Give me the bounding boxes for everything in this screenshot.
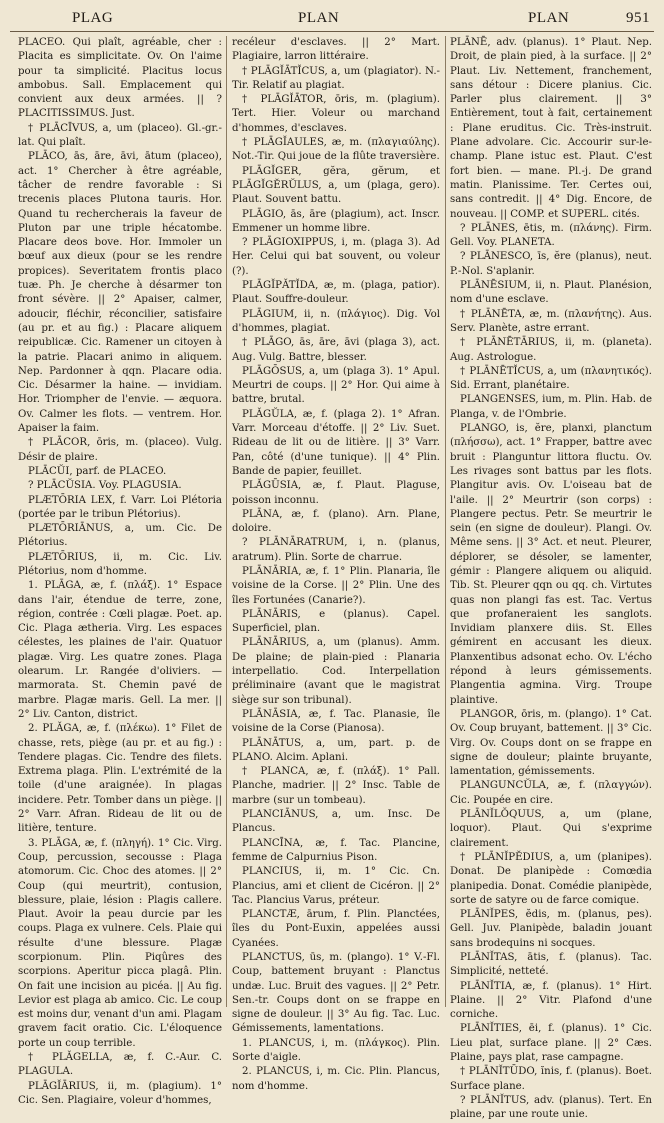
dictionary-entry: ? PLĀCŬSIA. Voy. PLAGUSIA. bbox=[28, 480, 182, 492]
dictionary-entry: † PLĀGĬĀTOR, ōris, m. (plagium). Tert. Hier. Voleur ou marchand d'hommes, d'esclaves. bbox=[232, 94, 440, 134]
dictionary-entry: PLANCIĀNUS, a, um. Insc. De Plancus. bbox=[232, 809, 440, 835]
dictionary-entry: PLANCĪNA, æ, f. Tac. Plancine, femme de Calpurnius Pison. bbox=[232, 837, 440, 863]
dictionary-entry: † PLĀNĒTĬCUS, a, um (πλανητικός). Sid. Errant, planétaire. bbox=[450, 365, 652, 392]
dictionary-entry: PLANCTUS, ūs, m. (plango). 1° V.-Fl. Coup, battement bruyant : Planctus undæ. Luc. Bruit des vagues. || 2° Petr. Sen.-tr. Coups dont on se frappe en signe de douleur. || 3° Au fig. Tac. Luc. Gémissements, lamentations. bbox=[232, 952, 440, 1035]
dictionary-entry: † PLĀNĒTĀRIUS, ii, m. (planeta). Aug. Astrologue. bbox=[450, 337, 652, 363]
dictionary-entry: † PLANCA, æ, f. (πλάξ). 1° Pall. Planche, madrier. || 2° Insc. Table de marbre (sur un tombeau). bbox=[232, 766, 440, 806]
dictionary-entry: PLĀNĬTIES, ēi, f. (planus). 1° Cic. Lieu plat, surface plane. || 2° Cæs. Plaine, pays plat, rase campagne. bbox=[450, 1023, 652, 1064]
dictionary-entry: PLANCIUS, ii, m. 1° Cic. Cn. Plancius, ami et client de Cicéron. || 2° Tac. Plancius Varus, préteur. bbox=[232, 866, 440, 906]
dictionary-entry: recéleur d'esclaves. || 2° Mart. Plagiaire, larron littéraire. bbox=[232, 37, 440, 63]
dictionary-entry: † PLĀNĬPĔDIUS, a, um (planipes). Donat. De planipède : Comœdia planipedia. Donat. Comédie planipède, sorte de satyre ou de farce comique. bbox=[450, 851, 652, 906]
dictionary-entry: † PLĀCĪVUS, a, um (placeo). Gl.-gr.-lat. Qui plaît. bbox=[18, 122, 222, 149]
dictionary-entry: PLĀNĬTIA, æ, f. (planus). 1° Hirt. Plaine. || 2° Vitr. Plafond d'une corniche. bbox=[450, 980, 652, 1021]
running-header bbox=[14, 10, 650, 32]
dictionary-entry: PLĀGĬĀRIUS, ii, m. (plagium). 1° Cic. Sen. Plagiaire, voleur d'hommes, bbox=[18, 1080, 222, 1106]
dictionary-entry: PLĀCO, ās, āre, āvi, ātum (placeo), act. 1° Chercher à être agréable, tâcher de rendre favorable : Si trecenis places Plutona tauris. Hor. Quand tu rechercherais la faveur de Pluton par une triple hécatombe. Placare deos bove. Hor. Immoler un bœuf aux dieux (pour se les rendre propices). Severitatem frontis placo tuæ. Ph. Je cherche à désarmer ton front sévère. || 2° Apaiser, calmer, adoucir, fléchir, réconcilier, satisfaire (au pr. et au fig.) : Placare aliquem reipublicæ. Cic. Ramener un citoyen à la patrie. Placari animo in aliquem. Nep. Pardonner à qqn. Placare odia. Cic. Désarmer la haine. — invidiam. Hor. Triompher de l'envie. — æquora. Ov. Calmer les flots. — ventrem. Hor. Apaiser la faim. bbox=[18, 151, 222, 435]
dictionary-entry: † PLĀGĬAULES, æ, m. (πλαγιαύλης). Not.-Tir. Qui joue de la flûte traversière. bbox=[232, 137, 440, 163]
header-middle-guideword: PLAN bbox=[298, 10, 340, 26]
dictionary-entry: PLĀGIUM, ii, n. (πλάγιος). Dig. Vol d'hommes, plagiat. bbox=[232, 308, 440, 334]
dictionary-entry: 2. PLANCUS, i, m. Cic. Plin. Plancus, nom d'homme. bbox=[232, 1066, 440, 1092]
page-number: 951 bbox=[626, 10, 650, 26]
dictionary-entry: PLĀNĬTAS, ātis, f. (planus). Tac. Simplicité, netteté. bbox=[450, 952, 652, 978]
column-1 bbox=[18, 36, 222, 1106]
dictionary-entry: † PLĂGELLA, æ, f. C.-Aur. C. PLAGULA. bbox=[18, 1052, 222, 1078]
dictionary-entry: PLANGOR, ōris, m. (plango). 1° Cat. Ov. Coup bruyant, battement. || 3° Cic. Virg. Ov. Coups dont on se frappe en signe de douleur; plainte bruyante, lamentation, gémissements. bbox=[450, 708, 652, 778]
dictionary-entry: PLANGUNCŬLA, æ, f. (πλαγγών). Cic. Poupée en cire. bbox=[450, 780, 652, 806]
column-divider bbox=[445, 36, 446, 1007]
dictionary-entry: ? PLĀNĬTUS, adv. (planus). Tert. En plaine, par une route unie. bbox=[450, 1094, 652, 1121]
dictionary-entry: † PLĀGĬĀTĬCUS, a, um (plagiator). N.-Tir. Relatif au plagiat. bbox=[232, 65, 440, 91]
dictionary-entry: † PLĀNĬTŪDO, ĭnis, f. (planus). Boet. Surface plane. bbox=[450, 1066, 652, 1092]
dictionary-entry: PLANCTÆ, ārum, f. Plin. Planctées, îles du Pont-Euxin, appelées aussi Cyanées. bbox=[232, 909, 440, 949]
column-3 bbox=[450, 36, 652, 1121]
column-divider bbox=[226, 36, 227, 1007]
dictionary-entry: ? PLĀNES, ētis, m. (πλάνης). Firm. Gell. Voy. PLANETA. bbox=[450, 222, 652, 249]
dictionary-entry: PLĀNĒSIUM, ii, n. Plaut. Planésion, nom d'une esclave. bbox=[450, 280, 652, 306]
dictionary-entry: PLĀNĬLŎQUUS, a, um (plane, loquor). Plaut. Qui s'exprime clairement. bbox=[450, 809, 652, 849]
dictionary-entry: † PLĀGO, ās, āre, āvi (plaga 3), act. Aug. Vulg. Battre, blesser. bbox=[232, 337, 440, 363]
dictionary-entry: † PLĀNĒTA, æ, m. (πλανήτης). Aus. Serv. Planète, astre errant. bbox=[450, 308, 652, 334]
dictionary-entry: PLĂGŬLA, æ, f. (plaga 2). 1° Afran. Varr. Morceau d'étoffe. || 2° Liv. Suet. Rideau de lit ou de litière. || 3° Varr. Pan, côté (d'une tunique). || 4° Plin. Bande de papier, feuillet. bbox=[232, 408, 440, 477]
dictionary-entry: PLĂGŪSIA, æ, f. Plaut. Plaguse, poisson inconnu. bbox=[232, 480, 440, 506]
dictionary-entry: PLĀNĀSIA, æ, f. Tac. Planasie, île voisine de la Corse (Pianosa). bbox=[232, 708, 440, 735]
dictionary-entry: PLĀNA, æ, f. (plano). Arn. Plane, doloire. bbox=[232, 508, 440, 535]
dictionary-entry: PLĀNĀRIS, e (planus). Capel. Superficiel, plan. bbox=[232, 608, 440, 635]
column-2 bbox=[232, 36, 440, 1092]
header-rule bbox=[10, 31, 654, 32]
header-left-guideword: PLAG bbox=[72, 10, 114, 26]
dictionary-entry: ? PLĀNĀRATRUM, i, n. (planus, aratrum). Plin. Sorte de charrue. bbox=[232, 537, 440, 563]
dictionary-entry: PLĀNĀRIA, æ, f. 1° Plin. Planaria, île voisine de la Corse. || 2° Plin. Une des îles Fortunées (Canarie?). bbox=[232, 565, 440, 606]
dictionary-entry: PLĀNĒ, adv. (planus). 1° Plaut. Nep. Droit, de plain pied, à la surface. || 2° Plaut. Liv. Nettement, franchement, sans détour : Dicere planius. Cic. Parler plus clairement. || 3° Entièrement, tout à fait, certainement : Plane eruditus. Cic. Très-instruit. Plane advolare. Cic. Accourir sur-le-champ. Plane istuc est. Plaut. C'est fort bien. — mane. Pl.-j. De grand matin. Planissime. Ter. Certes oui, sans contredit. || 4° Dig. Encore, de nouveau. || COMP. et SUPERL. cités. bbox=[450, 37, 652, 220]
dictionary-entry: PLĀCŬI, parf. de PLACEO. bbox=[28, 465, 167, 477]
dictionary-entry: PLĀNĀRIUS, a, um (planus). Amm. De plaine; de plain-pied : Planaria interpellatio. Cod. Interpellation préliminaire (avant que le magistrat siège sur son tribunal). bbox=[232, 637, 440, 706]
dictionary-entry: 1. PLANCUS, i, m. (πλάγκος). Plin. Sorte d'aigle. bbox=[232, 1037, 440, 1064]
dictionary-entry: PLANGO, is, ĕre, planxi, planctum (πλήσσω), act. 1° Frapper, battre avec bruit : Planguntur littora fluctu. Ov. Les rivages sont battus par les flots. Plangitur avis. Ov. L'oiseau bat de l'aile. || 2° Meurtrir (son corps) : Plangere pectus. Petr. Se meurtrir le sein (en signe de douleur). Plangi. Ov. Même sens. || 3° Act. et neut. Pleurer, déplorer, se désoler, se lamenter, gémir : Plangere aliquem ou aliquid. Tib. St. Pleurer qqn ou qq. ch. Virtutes quas non plangi fas est. Tac. Vertus que profaneraient les sanglots. Invidiam planxere diis. St. Elles gémirent en accusant les dieux. Planxentibus adsonat echo. Ov. L'écho répond à leurs gémissements. Plangentia agmina. Virg. Troupe plaintive. bbox=[450, 423, 652, 706]
dictionary-entry: PLĀGŌSUS, a, um (plaga 3). 1° Apul. Meurtri de coups. || 2° Hor. Qui aime à battre, brutal. bbox=[232, 365, 440, 406]
dictionary-entry: PLĀNĀTUS, a, um, part. p. de PLANO. Alcim. Aplani. bbox=[232, 737, 440, 763]
dictionary-entry: ? PLĀGIOXIPPUS, i, m. (plaga 3). Ad Her. Celui qui bat souvent, ou voleur (?). bbox=[232, 237, 440, 277]
dictionary-entry: PLĀGĬGER, gĕra, gĕrum, et PLĀGĬGĔRŬLUS, a, um (plaga, gero). Plaut. Souvent battu. bbox=[232, 165, 440, 206]
dictionary-entry: 2. PLĂGA, æ, f. (πλέκω). 1° Filet de chasse, rets, piège (au pr. et au fig.) : Tendere plagas. Cic. Tendre des filets. Extrema plaga. Plin. L'extrémité de la toile (d'une araignée). In plagas incidere. Petr. Tomber dans un piège. || 2° Varr. Afran. Rideau de lit ou de litière, tenture. bbox=[18, 723, 222, 835]
dictionary-entry: PLANGENSES, ium, m. Plin. Hab. de Planga, v. de l'Ombrie. bbox=[450, 394, 652, 420]
dictionary-entry: PLÆTŌRIA LEX, f. Varr. Loi Plétoria (portée par le tribun Plétorius). bbox=[18, 494, 222, 520]
dictionary-entry: ? PLĀNESCO, īs, ĕre (planus), neut. P.-Nol. S'aplanir. bbox=[450, 251, 652, 277]
dictionary-entry: PLÆTŌRIĀNUS, a, um. Cic. De Plétorius. bbox=[18, 523, 222, 549]
dictionary-entry: PLĀGĬPĂTĬDA, æ, m. (plaga, patior). Plaut. Souffre-douleur. bbox=[232, 280, 440, 306]
dictionary-entry: PLĀNĬPES, ĕdis, m. (planus, pes). Gell. Juv. Planipède, baladin jouant sans brodequins ni socques. bbox=[450, 909, 652, 949]
dictionary-entry: † PLĀCOR, ōris, m. (placeo). Vulg. Désir de plaire. bbox=[18, 437, 222, 463]
header-right-guideword: PLAN bbox=[528, 10, 570, 26]
dictionary-entry: PLACEO. Qui plaît, agréable, cher : Placita es simplicitate. Ov. On l'aime pour ta simplicité. Placitus locus ambobus. Sall. Emplacement qui convient aux deux armées. || ? PLACITISSIMUS. Just. bbox=[18, 37, 222, 120]
dictionary-entry: 3. PLĀGA, æ, f. (πληγή). 1° Cic. Virg. Coup, percussion, secousse : Plaga atomorum. Cic. Choc des atomes. || 2° Coup (qui meurtrit), contusion, blessure, plaie, lésion : Plagis callere. Plaut. Avoir la peau durcie par les coups. Plaga ex vulnere. Cels. Plaie qui résulte d'une blessure. Plagæ scorpionum. Plin. Piqûres des scorpions. Aperitur picca plagâ. Plin. On fait une incision au picéa. || Au fig. Levior est plaga ab amico. Cic. Le coup est moins dur, venant d'un ami. Plagam gravem facit oratio. Cic. L'éloquence porte un coup terrible. bbox=[18, 837, 222, 1049]
dictionary-entry: PLÆTŌRIUS, ii, m. Cic. Liv. Plétorius, nom d'homme. bbox=[18, 551, 222, 577]
dictionary-entry: 1. PLĀGA, æ, f. (πλάξ). 1° Espace dans l'air, étendue de terre, zone, région, contrée : Cœli plagæ. Poet. ap. Cic. Plaga ætheria. Virg. Les espaces célestes, les plaines de l'air. Quatuor plagæ. Virg. Les quatre zones. Plaga olearum. Lr. Rangée d'oliviers. — marmorata. St. Chemin pavé de marbre. Plagæ maris. Gell. La mer. || 2° Liv. Canton, district. bbox=[18, 580, 222, 720]
dictionary-entry: PLĀGIO, ās, āre (plagium), act. Inscr. Emmener un homme libre. bbox=[232, 208, 440, 234]
